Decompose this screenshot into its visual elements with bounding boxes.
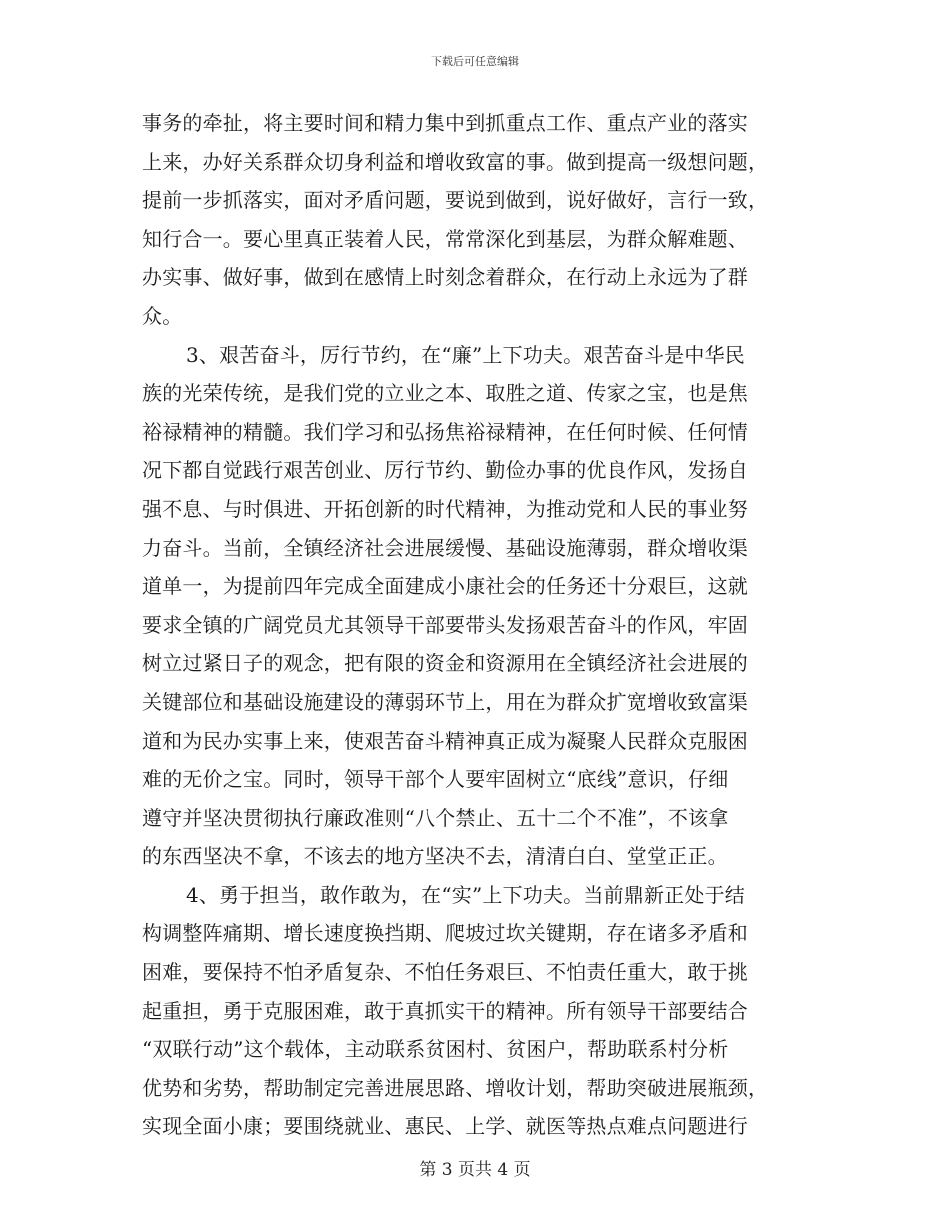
body-line: 众。: [142, 303, 183, 328]
body-line: 提前一步抓落实，面对矛盾问题，要说到做到，说好做好，言行一致，: [142, 188, 769, 213]
body-line: 起重担，勇于克服困难，敢于真抓实干的精神。所有领导干部要结合: [142, 998, 748, 1023]
body-line: 力奋斗。当前，全镇经济社会进展缓慢、基础设施薄弱，群众增收渠: [142, 535, 748, 560]
document-body: [142, 104, 808, 1146]
body-line: 遵守并坚决贯彻执行廉政准则“八个禁止、五十二个不准”，不该拿: [142, 805, 729, 830]
body-line: 族的光荣传统，是我们党的立业之本、取胜之道、传家之宝，也是焦: [142, 381, 748, 406]
body-line: 关键部位和基础设施建设的薄弱环节上，用在为群众扩宽增收致富渠: [142, 689, 748, 714]
body-line: 实现全面小康；要围绕就业、惠民、上学、就医等热点难点问题进行: [142, 1114, 748, 1139]
body-line: 困难，要保持不怕矛盾复杂、不怕任务艰巨、不怕责任重大，敢于挑: [142, 960, 748, 985]
body-line: 裕禄精神的精髓。我们学习和弘扬焦裕禄精神，在任何时候、任何情: [142, 419, 748, 444]
body-line: 强不息、与时俱进、开拓创新的时代精神，为推动党和人民的事业努: [142, 496, 748, 521]
paragraph-start-line: 4、勇于担当，敢作敢为，在“实”上下功夫。当前鼎新正处于结: [186, 882, 745, 907]
body-line: 道和为民办实事上来，使艰苦奋斗精神真正成为凝聚人民群众克服困: [142, 728, 748, 753]
page-header-note: 下载后可任意编辑: [431, 55, 519, 68]
body-line: 况下都自觉践行艰苦创业、厉行节约、勤俭办事的优良作风，发扬自: [142, 458, 748, 483]
body-line: “双联行动”这个载体，主动联系贫困村、贫困户，帮助联系村分析: [142, 1037, 729, 1062]
body-line: 事务的牵扯，将主要时间和精力集中到抓重点工作、重点产业的落实: [142, 111, 748, 135]
body-line: 知行合一。要心里真正装着人民，常常深化到基层，为群众解难题、: [142, 226, 748, 251]
body-line: 办实事、做好事，做到在感情上时刻念着群众，在行动上永远为了群: [142, 265, 748, 290]
body-line: 上来，办好关系群众切身利益和增收致富的事。做到提高一级想问题，: [142, 149, 769, 174]
body-line: 树立过紧日子的观念，把有限的资金和资源用在全镇经济社会进展的: [142, 651, 748, 676]
body-line: 难的无价之宝。同时，领导干部个人要牢固树立“底线”意识，仔细: [142, 767, 729, 792]
body-line: 的东西坚决不拿，不该去的地方坚决不去，清清白白、堂堂正正。: [142, 844, 728, 869]
body-line: 构调整阵痛期、增长速度换挡期、爬坡过坎关键期，存在诸多矛盾和: [142, 921, 748, 946]
page-number-footer: 第 3 页共 4 页: [419, 1160, 531, 1180]
body-line: 优势和劣势，帮助制定完善进展思路、增收计划，帮助突破进展瓶颈，: [142, 1075, 769, 1100]
body-line: 道单一，为提前四年完成全面建成小康社会的任务还十分艰巨，这就: [142, 574, 748, 599]
body-line: 要求全镇的广阔党员尤其领导干部要带头发扬艰苦奋斗的作风，牢固: [142, 612, 748, 637]
paragraph-start-line: 3、艰苦奋斗，厉行节约，在“廉”上下功夫。艰苦奋斗是中华民: [186, 342, 745, 367]
